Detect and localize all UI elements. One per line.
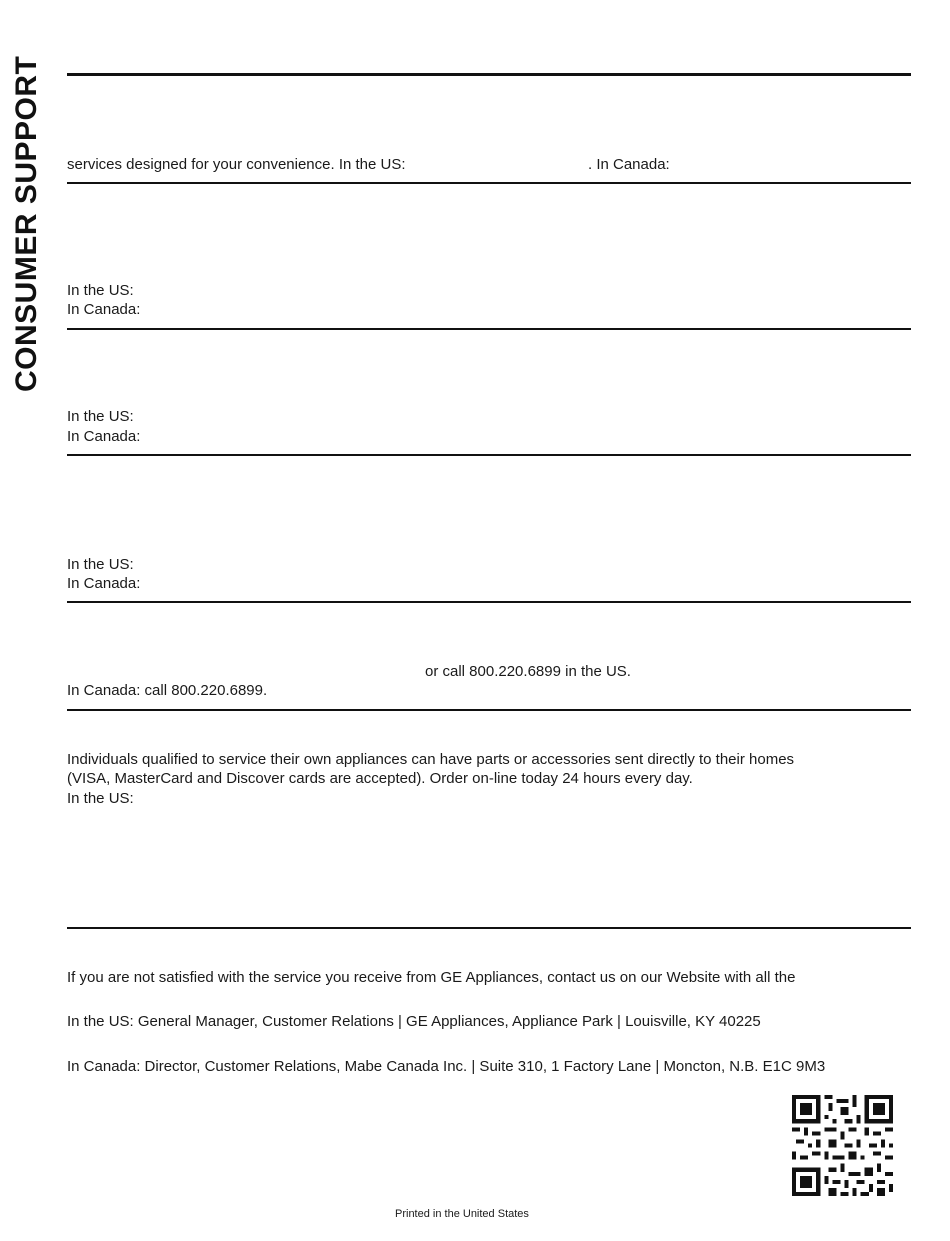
section-divider xyxy=(67,328,911,330)
s6-parts-text-line1: Individuals qualified to service their own appliances can have parts or accessories sent directly to their homes xyxy=(67,751,795,768)
s6-parts-text-line2: (VISA, MasterCard and Discover cards are accepted). Order on-line today 24 hours every day. xyxy=(67,770,693,787)
s7-us-address: In the US: General Manager, Customer Relations | GE Appliances, Appliance Park | Louisville, KY 40225 xyxy=(67,1013,761,1030)
section-divider xyxy=(67,927,911,929)
section-divider xyxy=(67,454,911,456)
s5-canada-call-text: In Canada: call 800.220.6899. xyxy=(67,682,268,699)
section-divider xyxy=(67,601,911,603)
s4-canada-label: In Canada: xyxy=(67,575,141,592)
qr-code-icon xyxy=(792,1095,893,1196)
s1-canada-text: . In Canada: xyxy=(588,156,670,173)
s4-us-label: In the US: xyxy=(67,556,134,573)
printed-in-footer: Printed in the United States xyxy=(395,1208,529,1220)
s3-us-label: In the US: xyxy=(67,408,134,425)
s3-canada-label: In Canada: xyxy=(67,428,141,445)
section-divider xyxy=(67,182,911,184)
section-divider xyxy=(67,73,911,76)
consumer-support-title: CONSUMER SUPPORT xyxy=(10,55,43,392)
section-divider xyxy=(67,709,911,711)
s6-us-label: In the US: xyxy=(67,790,134,807)
s1-us-text: services designed for your convenience. In the US: xyxy=(67,156,406,173)
s2-canada-label: In Canada: xyxy=(67,301,141,318)
s7-intro-text: If you are not satisfied with the service you receive from GE Appliances, contact us on our Website with all the xyxy=(67,969,796,986)
s5-us-call-text: or call 800.220.6899 in the US. xyxy=(425,663,631,680)
s7-canada-address: In Canada: Director, Customer Relations, Mabe Canada Inc. | Suite 310, 1 Factory Lane | Moncton, N.B. E1C 9M3 xyxy=(67,1058,826,1075)
s2-us-label: In the US: xyxy=(67,282,134,299)
